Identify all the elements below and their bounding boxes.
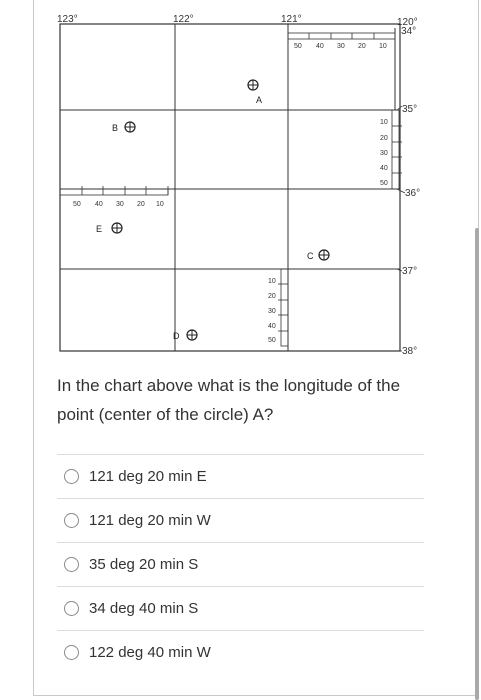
radio-button[interactable] [64, 469, 79, 484]
lon-label-121: 121° [281, 14, 302, 25]
scale-top-10: 10 [379, 43, 387, 50]
option-1[interactable] [57, 454, 424, 498]
radio-button[interactable] [64, 557, 79, 572]
radio-button[interactable] [64, 645, 79, 660]
option-3[interactable] [57, 542, 424, 586]
lat-label-35: 35° [402, 104, 418, 115]
option-2[interactable] [57, 498, 424, 542]
scale-right-20: 20 [380, 135, 388, 142]
top-minute-scale [288, 28, 395, 110]
lat-label-38: 38° [402, 346, 418, 357]
bottom-minute-scale [268, 269, 288, 346]
lat-label-37: 37° [402, 266, 418, 277]
point-b-marker [125, 122, 135, 132]
point-d-marker [187, 330, 197, 340]
scale-top-40: 40 [316, 43, 324, 50]
lat-label-36: 36° [405, 188, 421, 199]
scale-bottom-20: 20 [268, 293, 276, 300]
scale-top-20: 20 [358, 43, 366, 50]
scale-right-50: 50 [380, 180, 388, 187]
scale-top-30: 30 [337, 43, 345, 50]
lon-label-120: 120° [397, 17, 418, 28]
scale-right-30: 30 [380, 150, 388, 157]
point-c-label: C [307, 251, 314, 261]
scale-bottom-10: 10 [268, 278, 276, 285]
scale-left-40: 40 [95, 201, 103, 208]
radio-button[interactable] [64, 513, 79, 528]
scale-bottom-40: 40 [268, 323, 276, 330]
point-a-marker [248, 80, 258, 90]
question-text: In the chart above what is the longitude of the point (center of the circle) A? [57, 376, 401, 424]
scale-right-10: 10 [380, 119, 388, 126]
option-label: 121 deg 20 min E [89, 468, 207, 485]
point-e-marker [112, 223, 122, 233]
scale-right-40: 40 [380, 165, 388, 172]
scale-top-50: 50 [294, 43, 302, 50]
lon-label-123: 123° [57, 14, 78, 25]
scale-left-10: 10 [156, 201, 164, 208]
point-b-label: B [112, 123, 119, 133]
option-5[interactable] [57, 630, 424, 674]
scale-left-50: 50 [73, 201, 81, 208]
option-4[interactable] [57, 586, 424, 630]
chart-frame [60, 24, 400, 351]
option-label: 35 deg 20 min S [89, 556, 199, 573]
scale-left-30: 30 [116, 201, 124, 208]
scale-bottom-30: 30 [268, 308, 276, 315]
point-e-label: E [96, 224, 103, 234]
point-a-label: A [256, 95, 263, 105]
radio-button[interactable] [64, 601, 79, 616]
lat-label-34: 34° [401, 26, 417, 37]
scale-bottom-50: 50 [268, 337, 276, 344]
option-label: 34 deg 40 min S [89, 600, 199, 617]
lon-label-122: 122° [173, 14, 194, 25]
option-label: 122 deg 40 min W [89, 644, 211, 661]
point-c-marker [319, 250, 329, 260]
scale-left-20: 20 [137, 201, 145, 208]
right-minute-scale [380, 110, 402, 189]
option-label: 121 deg 20 min W [89, 512, 211, 529]
point-d-label: D [173, 331, 180, 341]
left-minute-scale [60, 186, 168, 208]
